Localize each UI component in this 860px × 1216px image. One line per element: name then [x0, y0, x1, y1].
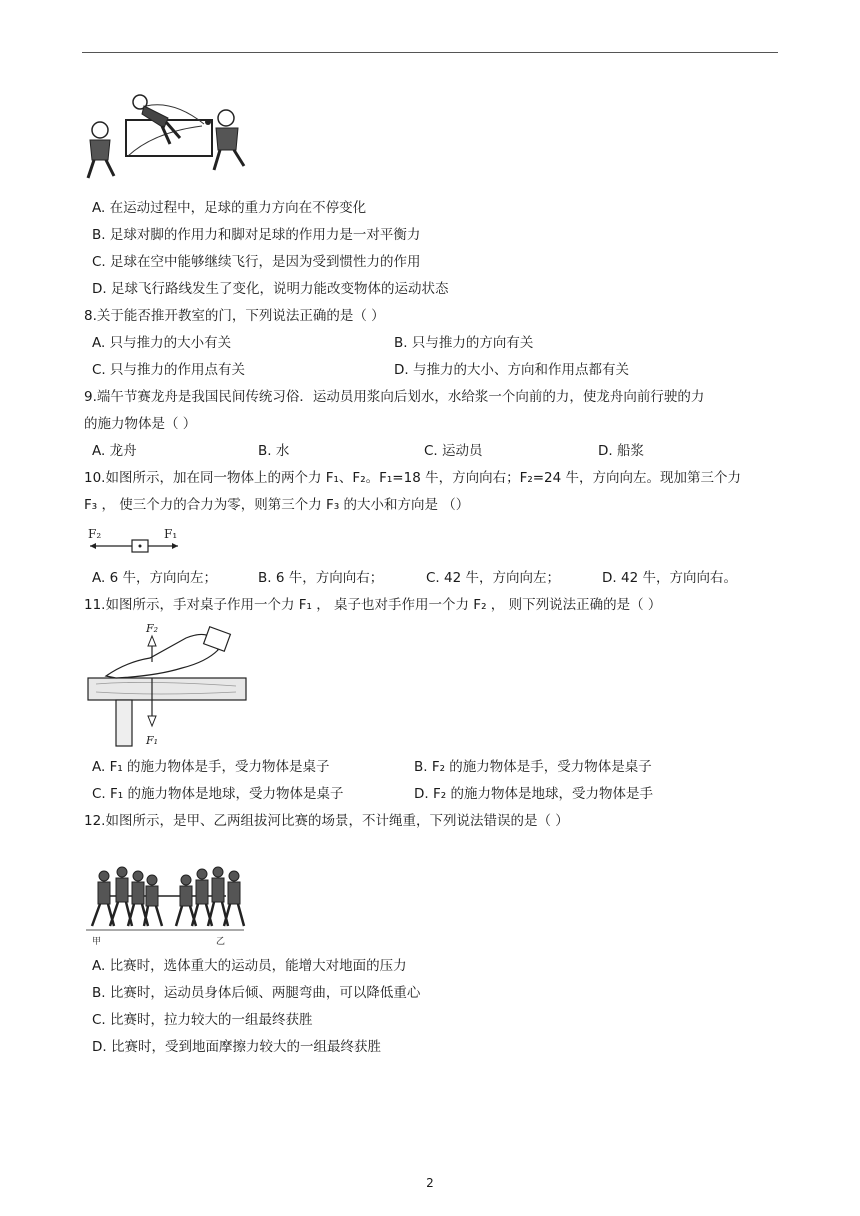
q9-option-b: B. 水 [258, 443, 290, 459]
q8-stem: 8.关于能否推开教室的门，下列说法正确的是（ ） [84, 308, 385, 324]
q9-option-c: C. 运动员 [424, 443, 483, 459]
q11-option-d: D. F₂ 的施力物体是地球，受力物体是手 [414, 786, 653, 802]
q9-stem-line1: 9.端午节赛龙舟是我国民间传统习俗．运动员用浆向后划水，水给浆一个向前的力，使龙舟向前行驶的力 [84, 389, 705, 405]
q7-option-a: A. 在运动过程中，足球的重力方向在不停变化 [92, 200, 367, 216]
q7-option-c: C. 足球在空中能够继续飞行，是因为受到惯性力的作用 [92, 254, 421, 270]
q11-option-c: C. F₁ 的施力物体是地球，受力物体是桌子 [92, 786, 344, 802]
q11-label-f2: F₂ [146, 622, 159, 635]
q11-option-a: A. F₁ 的施力物体是手，受力物体是桌子 [92, 759, 330, 775]
q8-option-c: C. 只与推力的作用点有关 [92, 362, 246, 378]
q7-option-b: B. 足球对脚的作用力和脚对足球的作用力是一对平衡力 [92, 227, 421, 243]
q10-force-figure [86, 528, 186, 556]
q10-option-b: B. 6 牛，方向向右； [258, 570, 384, 586]
q12-tug-of-war-figure [86, 862, 244, 946]
q10-label-f2: F₂ [88, 527, 102, 541]
q12-label-jia: 甲 [92, 937, 102, 947]
q12-option-c: C. 比赛时，拉力较大的一组最终获胜 [92, 1012, 313, 1028]
q8-option-d: D. 与推力的大小、方向和作用点都有关 [394, 362, 629, 378]
q12-option-a: A. 比赛时，选体重大的运动员，能增大对地面的压力 [92, 958, 407, 974]
q10-option-d: D. 42 牛，方向向右。 [602, 570, 737, 586]
q11-stem: 11.如图所示，手对桌子作用一个力 F₁ ， 桌子也对手作用一个力 F₂ ， 则下列说法正确的是（ ） [84, 597, 662, 613]
soccer-figure [84, 92, 254, 184]
q10-stem-line2: F₃ ， 使三个力的合力为零，则第三个力 F₃ 的大小和方向是 （） [84, 497, 470, 513]
q7-option-d: D. 足球飞行路线发生了变化，说明力能改变物体的运动状态 [92, 281, 449, 297]
header-rule [82, 52, 778, 53]
q11-option-b: B. F₂ 的施力物体是手，受力物体是桌子 [414, 759, 652, 775]
q12-label-yi: 乙 [216, 937, 226, 947]
q12-option-b: B. 比赛时，运动员身体后倾、两腿弯曲，可以降低重心 [92, 985, 421, 1001]
q10-option-c: C. 42 牛，方向向左； [426, 570, 560, 586]
q8-option-a: A. 只与推力的大小有关 [92, 335, 232, 351]
q12-stem: 12.如图所示，是甲、乙两组拔河比赛的场景，不计绳重，下列说法错误的是（ ） [84, 813, 569, 829]
q12-option-d: D. 比赛时，受到地面摩擦力较大的一组最终获胜 [92, 1039, 381, 1055]
q10-option-a: A. 6 牛，方向向左； [92, 570, 217, 586]
q9-stem-line2: 的施力物体是（ ） [84, 416, 197, 432]
q9-option-a: A. 龙舟 [92, 443, 137, 459]
q11-label-f1: F₁ [146, 734, 159, 747]
q11-hand-table-figure [86, 622, 251, 750]
q8-option-b: B. 只与推力的方向有关 [394, 335, 534, 351]
page-number: 2 [426, 1176, 434, 1190]
q10-label-f1: F₁ [164, 527, 178, 541]
q10-stem-line1: 10.如图所示，加在同一物体上的两个力 F₁、F₂。F₁=18 牛，方向向右；F₂=24 牛，方向向左。现加第三个力 [84, 470, 742, 486]
q9-option-d: D. 船浆 [598, 443, 644, 459]
